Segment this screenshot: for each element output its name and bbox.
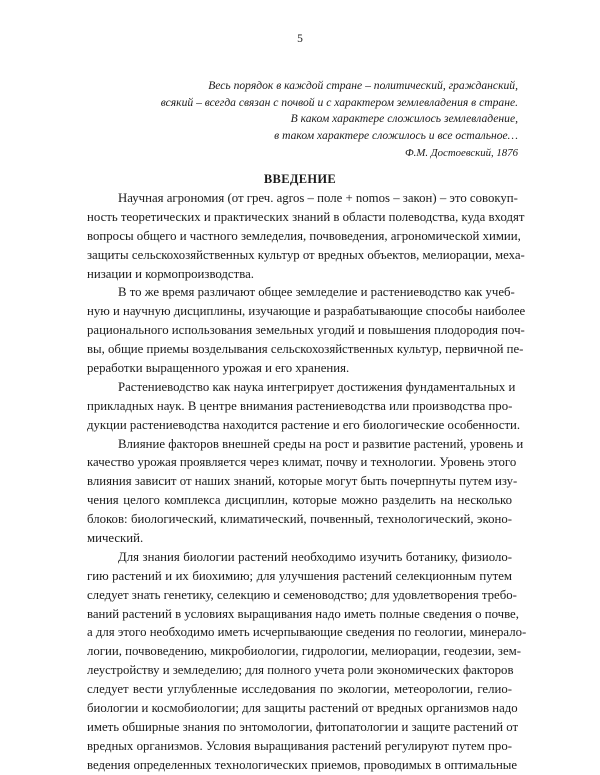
text-line: Растениеводство как наука интегрирует достижения фундаментальных и [118,379,516,394]
text-line: реработки выращенного урожая и его хранения. [87,361,350,376]
text-line: следует вести углубленные исследования по экологии, метеорологии, гелио- [87,682,512,697]
paragraph [87,189,525,283]
text-line: прикладных наук. В центре внимания растениеводства или производства про- [87,398,513,413]
body-text [87,189,527,775]
text-line: вы, общие приемы возделывания сельскохозяйственных культур, первичной пе- [87,342,524,357]
text-line: а для этого необходимо иметь исчерпывающие сведения по геологии, минерало- [87,625,527,640]
text-line: логии, почвоведению, микробиологии, гидрологии, мелиорации, геодезии, зем- [87,644,522,659]
text-line: иметь обширные знания по энтомологии, фитопатологии и защите растений от [87,719,519,734]
text-line: мический. [87,531,144,546]
paragraph [87,283,526,377]
section-heading: ВВЕДЕНИЕ [263,172,337,186]
text-line: ность теоретических и практических знаний в области полеводства, куда входят [87,209,525,224]
text-line: вредных организмов. Условия выращивания растений регулируют путем про- [87,738,512,753]
text-line: низации и кормопроизводства. [87,266,254,281]
paragraph [87,548,527,775]
text-line: следует знать генетику, селекцию и семеноводство; для удовлетворения требо- [87,587,517,602]
text-line: дукции растениеводства находится растение и его биологические особенности. [87,417,521,432]
text-line: Научная агрономия (от греч. agros – поле + nomos – закон) – это совокуп- [118,191,518,205]
epigraph-line: всякий – всегда связан с почвой и с характером землевладения в стране. [160,95,518,109]
epigraph-line: В каком характере сложилось землевладение, [290,112,518,126]
epigraph-line: в таком характере сложилось и все остальное… [274,128,518,142]
epigraph [161,78,518,162]
epigraph-line: Весь порядок в каждой стране – политический, гражданский, [208,79,518,92]
text-line: чения целого комплекса дисциплин, которые можно разделить на несколько [87,493,512,508]
page-number: 5 [297,33,303,45]
text-line: блоков: биологический, климатический, почвенный, технологический, эконо- [87,512,512,527]
text-line: гию растений и их биохимию; для улучшения растений селекционным путем [87,568,512,583]
text-line: биологии и космобиологии; для защиты растений от вредных организмов надо [87,701,518,716]
epigraph-attribution: Ф.М. Достоевский, 1876 [405,147,518,160]
paragraph [87,435,524,548]
text-line: ведения определенных технологических приемов, проводимых в оптимальные [87,757,518,772]
text-line: Для знания биологии растений необходимо изучить ботанику, физиоло- [118,549,512,564]
paragraph [87,378,521,435]
text-line: вопросы общего и частного земледелия, почвоведения, агрономической химии, [87,228,521,243]
text-line: Влияние факторов внешней среды на рост и развитие растений, уровень и [118,436,524,451]
text-line: качество урожая проявляется через климат, почву и технологии. Уровень этого [87,455,517,470]
text-line: рационального использования земельных угодий и повышения плодородия поч- [87,323,525,338]
text-line: ную и научную дисциплины, изучающие и разрабатывающие способы наиболее [87,304,526,319]
text-line: защиты сельскохозяйственных культур от вредных объектов, мелиорации, меха- [87,247,525,262]
text-line: ваний растений в условиях выращивания надо иметь полные сведения о почве, [87,606,519,621]
text-line: В то же время различают общее земледелие и растениеводство как учеб- [118,285,515,300]
text-line: леустройству и земледелию; для полного учета роли экономических факторов [87,663,514,678]
text-line: влияния зависит от наших знаний, которые могут быть почерпнуты путем изу- [87,474,518,489]
